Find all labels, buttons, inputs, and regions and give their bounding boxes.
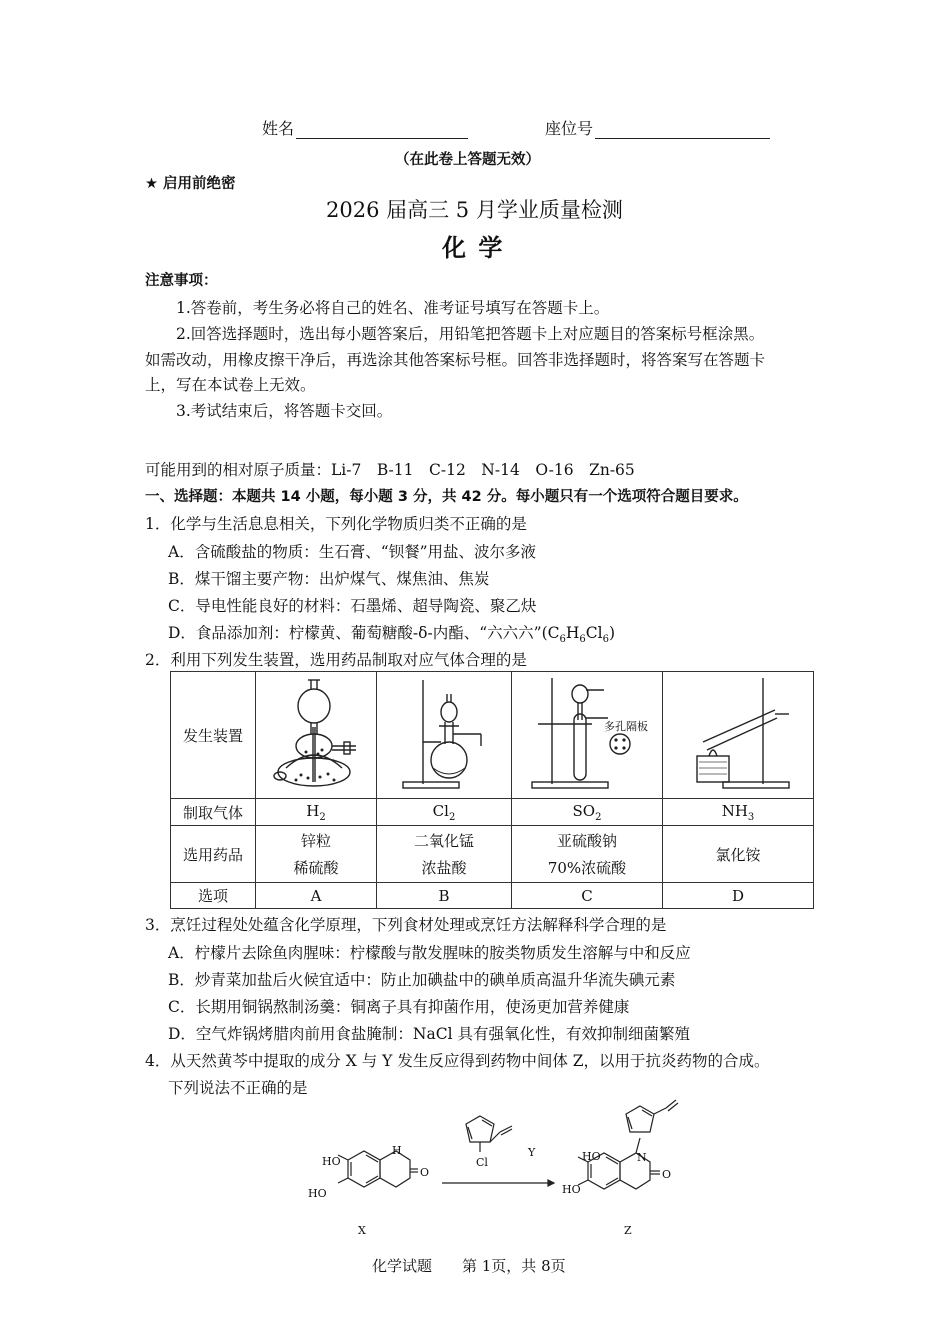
row-header-reagents: 选用药品	[171, 826, 256, 883]
z-ho-2: HO	[562, 1183, 581, 1196]
apparatus-a-image	[256, 672, 377, 799]
kipp-generator-icon	[256, 672, 376, 794]
x-nh: H	[392, 1144, 402, 1157]
row-header-option: 选项	[171, 883, 256, 909]
invalid-notice: （在此卷上答题无效）	[395, 152, 540, 168]
label-y: Y	[528, 1146, 536, 1159]
q4-stem-2: 下列说法不正确的是	[168, 1079, 308, 1097]
option-a: A	[256, 883, 377, 909]
q3-option-b: B．炒青菜加盐后火候宜适中：防止加碘盐中的碘单质高温升华流失碘元素	[168, 971, 676, 989]
label-x: X	[358, 1224, 366, 1237]
q1-option-c: C．导电性能良好的材料：石墨烯、超导陶瓷、聚乙炔	[168, 597, 537, 615]
exam-title: 2026 届高三 5 月学业质量检测	[326, 198, 623, 222]
subject-title: 化 学	[442, 234, 505, 262]
reaction-scheme	[300, 1098, 720, 1248]
z-o: O	[662, 1168, 672, 1181]
instruction-1: 1.答卷前，考生务必将自己的姓名、准考证号填写在答题卡上。	[176, 299, 610, 317]
instruction-2c: 上，写在本试卷上无效。	[145, 376, 316, 394]
row-header-apparatus: 发生装置	[171, 672, 256, 799]
z-n: N	[637, 1151, 647, 1164]
apparatus-d-image	[663, 672, 814, 799]
instructions-heading: 注意事项：	[145, 273, 218, 289]
option-c: C	[512, 883, 663, 909]
q2-stem: 2．利用下列发生装置，选用药品制取对应气体合理的是	[145, 651, 527, 669]
x-ho-1: HO	[322, 1155, 341, 1168]
gas-a: $H_2$	[256, 799, 377, 826]
apparatus-table	[170, 671, 814, 909]
reagent-a: 锌粒 稀硫酸	[256, 826, 377, 883]
gas-b: $Cl_2$	[377, 799, 512, 826]
page-footer: 化学试题 第 1页，共 8页	[372, 1257, 566, 1275]
name-blank[interactable]	[296, 120, 468, 139]
label-z: Z	[624, 1224, 632, 1237]
reagent-b: 二氧化锰 浓盐酸	[377, 826, 512, 883]
porous-plate-label: 多孔隔板	[604, 720, 648, 733]
gas-c: $SO_2$	[512, 799, 663, 826]
q3-option-d: D．空气炸锅烤腊肉前用食盐腌制：NaCl 具有强氧化性，有效抑制细菌繁殖	[168, 1025, 690, 1043]
y-cl: Cl	[476, 1156, 488, 1169]
z-ho-1: HO	[582, 1150, 601, 1163]
instruction-2a: 2.回答选择题时，选出每小题答案后，用铅笔把答题卡上对应题目的答案标号框涂黑。	[176, 325, 765, 343]
seat-label: 座位号	[545, 119, 594, 138]
q1-stem: 1．化学与生活息息相关，下列化学物质归类不正确的是	[145, 515, 527, 533]
q3-option-a: A．柠檬片去除鱼肉腥味：柠檬酸与散发腥味的胺类物质发生溶解与中和反应	[168, 944, 691, 962]
apparatus-b-image	[377, 672, 512, 799]
atomic-masses: 可能用到的相对原子质量：Li-7 B-11 C-12 N-14 O-16 Zn-65	[145, 461, 635, 479]
x-o: O	[420, 1166, 430, 1179]
q3-stem: 3．烹饪过程处处蕴含化学原理，下列食材处理或烹饪方法解释科学合理的是	[145, 916, 667, 934]
q4-stem: 4．从天然黄芩中提取的成分 X 与 Y 发生反应得到药物中间体 Z，以用于抗炎药物的合成。	[145, 1052, 770, 1070]
section-heading: 一、选择题：本题共 14 小题，每小题 3 分，共 42 分。每小题只有一个选项符合题目要求。	[145, 489, 748, 505]
q3-option-c: C．长期用铜锅熬制汤羹：铜离子具有抑菌作用，使汤更加营养健康	[168, 998, 630, 1016]
x-ho-2: HO	[308, 1187, 327, 1200]
seat-field[interactable]	[545, 116, 770, 139]
q1-option-a: A．含硫酸盐的物质：生石膏、“钡餐”用盐、波尔多液	[168, 543, 537, 561]
flask-with-funnel-icon	[377, 672, 511, 794]
apparatus-c-image	[512, 672, 663, 799]
name-label: 姓名	[262, 119, 295, 138]
name-field[interactable]	[262, 116, 468, 139]
reagent-c: 亚硫酸钠 70%浓硫酸	[512, 826, 663, 883]
gas-d: $NH_3$	[663, 799, 814, 826]
tube-with-porous-plate-icon	[512, 672, 662, 794]
option-b: B	[377, 883, 512, 909]
option-d: D	[663, 883, 814, 909]
instruction-2b: 如需改动，用橡皮擦干净后，再选涂其他答案标号框。回答非选择题时，将答案写在答题卡	[145, 351, 766, 369]
row-header-gas: 制取气体	[171, 799, 256, 826]
reagent-d: 氯化铵	[663, 826, 814, 883]
secret-mark: ★ 启用前绝密	[145, 176, 236, 192]
q1-option-b: B．煤干馏主要产物：出炉煤气、煤焦油、焦炭	[168, 570, 490, 588]
q1-option-d: D．食品添加剂：柠檬黄、葡萄糖酸-δ-内酯、“六六六$”(C_6H_6Cl_6)$	[168, 624, 616, 646]
heated-tube-icon	[663, 672, 813, 794]
instruction-3: 3.考试结束后，将答题卡交回。	[176, 402, 393, 420]
seat-blank[interactable]	[595, 120, 770, 139]
